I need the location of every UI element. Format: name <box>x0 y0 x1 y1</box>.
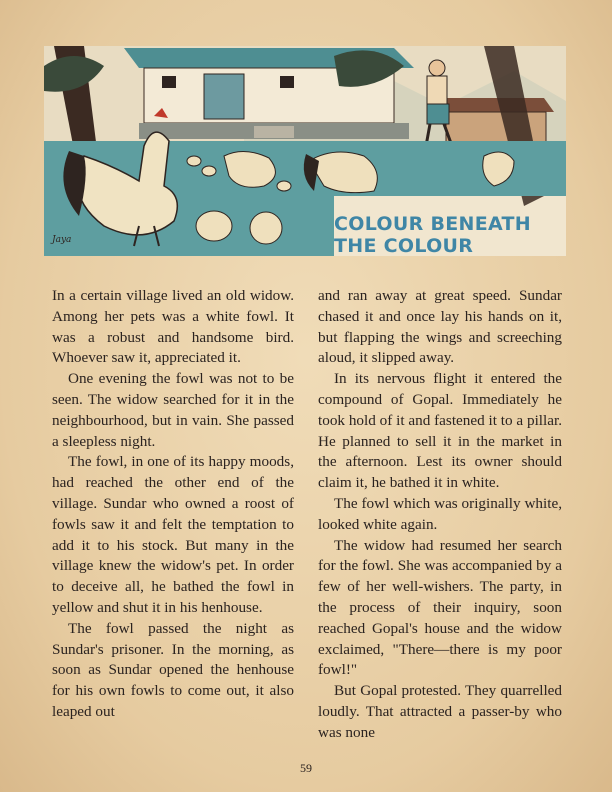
paragraph: The fowl passed the night as Sundar's prisoner. In the morning, as soon as Sundar opened the henhouse for his own fowls to come out, it also leaped out <box>52 619 294 720</box>
illustrator-signature: Jaya <box>52 235 72 245</box>
paragraph: In a certain village lived an old widow. Among her pets was a white fowl. It was a robust and handsome bird. Whoever saw it, appreciated it. <box>52 287 294 367</box>
left-text-column <box>52 286 294 723</box>
story-title <box>334 213 574 257</box>
paragraph: One evening the fowl was not to be seen. The widow searched for it in the neighbourhood, but in vain. She passed a sleepless night. <box>52 370 294 450</box>
story-title-line-1: COLOUR BENEATH <box>334 213 531 235</box>
paragraph: In its nervous flight it entered the compound of Gopal. Immediately he took hold of it and fastened it to a pillar. He planned to sell it in the market in the afternoon. Lest its owner should claim it, he bathed it in white. <box>318 370 562 492</box>
right-text-column <box>318 286 562 744</box>
paragraph: The widow had resumed her search for the fowl. She was accompanied by a few of her well-wishers. The party, in the process of their inquiry, soon reached Gopal's house and the widow exclaimed, "There—there is my poor fowl!" <box>318 536 562 679</box>
paragraph: The fowl, in one of its happy moods, had reached the other end of the village. Sundar who owned a roost of fowls saw it and felt the temptation to add it to his stock. But many in the village knew the widow's pet. In order to deceive all, he bathed the fowl in yellow and shut it in his henhouse. <box>52 453 294 616</box>
paragraph: and ran away at great speed. Sundar chased it and once lay his hands on it, but flapping the wings and screeching aloud, it slipped away. <box>318 287 562 367</box>
story-title-line-2: THE COLOUR <box>334 235 474 257</box>
paragraph: But Gopal protested. They quarrelled loudly. That attracted a passer-by who was none <box>318 682 562 741</box>
paragraph: The fowl which was originally white, looked white again. <box>318 494 562 533</box>
page-number: 59 <box>300 761 312 775</box>
